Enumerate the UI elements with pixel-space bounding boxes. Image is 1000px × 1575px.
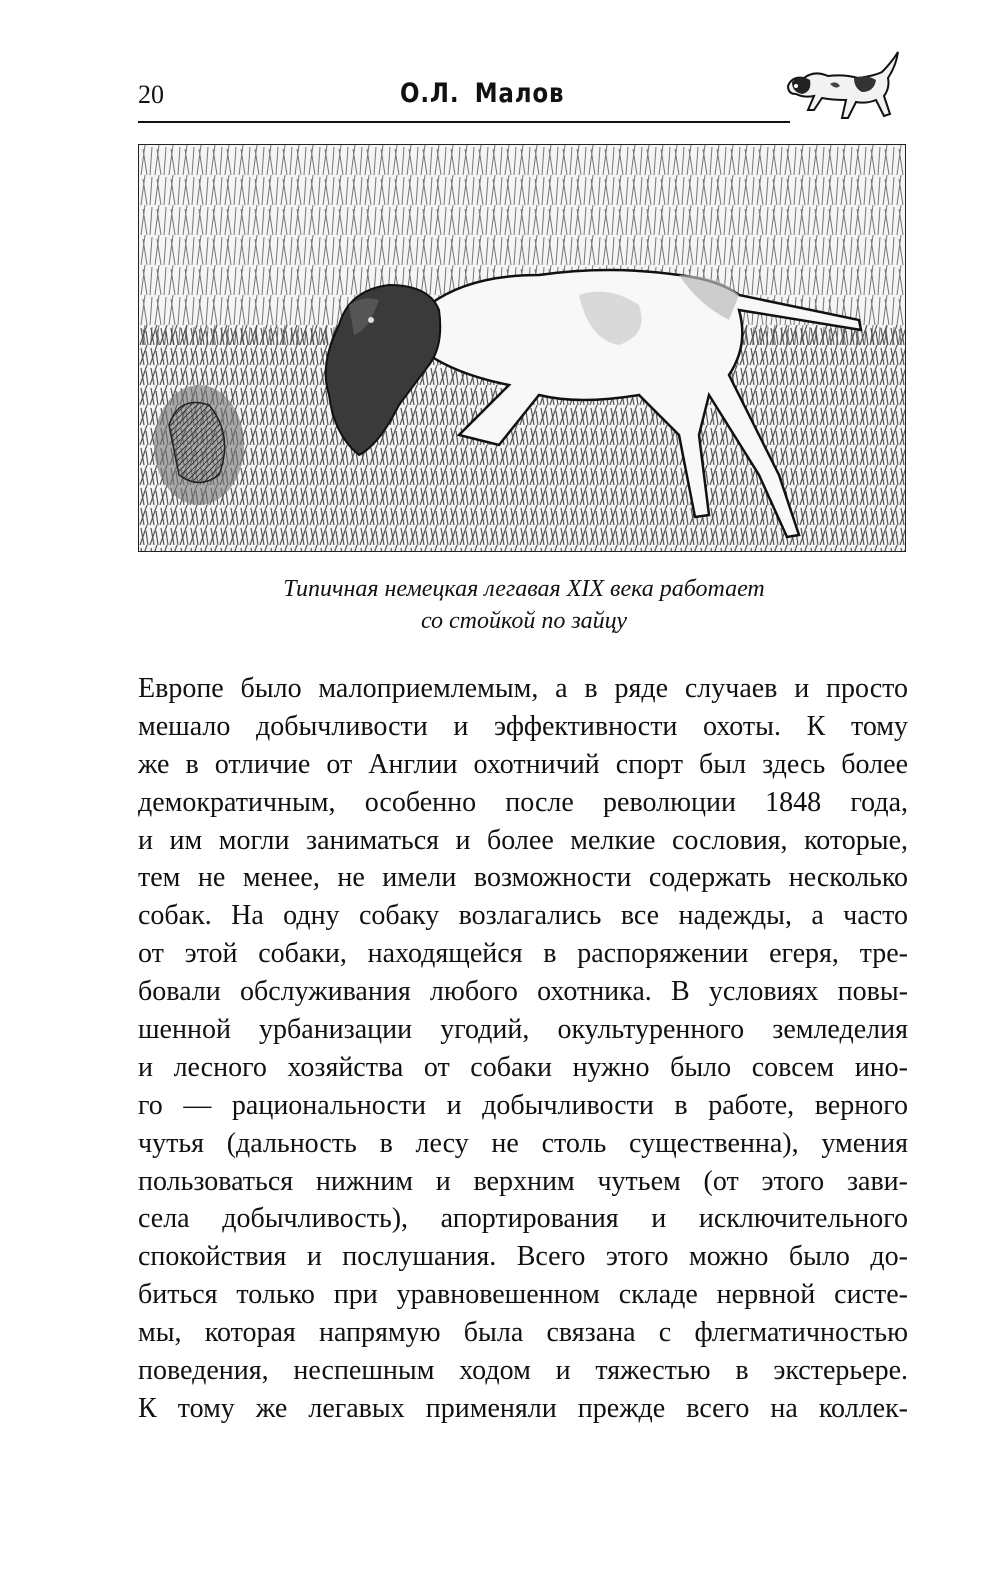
body-line: демократичным, особенно после революции 1848 года, [138, 786, 908, 818]
body-line: мешало добычливости и эффективности охоты. К тому [138, 710, 908, 742]
body-line: биться только при уравновешенном складе нервной систе- [138, 1279, 908, 1311]
body-line: К тому же легавых применяли прежде всего на коллек- [138, 1392, 908, 1424]
body-line: го — рациональности и добычливости в работе, верного [138, 1089, 908, 1121]
body-line: пользоваться нижним и верхним чутьем (от этого зави- [138, 1165, 908, 1197]
body-line: поведения, неспешным ходом и тяжестью в экстерьере. [138, 1355, 908, 1387]
body-line: села добычливость), апортирования и исключительного [138, 1203, 908, 1235]
body-text [138, 670, 908, 1428]
body-line: собак. На одну собаку возлагались все надежды, а часто [138, 900, 908, 932]
body-line: тем не менее, не имели возможности содержать несколько [138, 862, 908, 894]
author-initials: О.Л. [400, 78, 460, 109]
body-line: от этой собаки, находящейся в распоряжении егеря, тре- [138, 938, 908, 970]
figure-caption [140, 573, 908, 637]
body-line: же в отличие от Англии охотничий спорт был здесь более [138, 748, 908, 780]
running-head [400, 78, 621, 109]
caption-line: со стойкой по зайцу [420, 608, 628, 634]
illustration [138, 144, 906, 552]
body-line: и им могли заниматься и более мелкие сословия, которые, [138, 824, 908, 856]
caption-line: Типичная немецкая легавая XIX века работает [283, 576, 765, 602]
body-line: мы, которая напрямую была связана с флегматичностью [138, 1317, 908, 1349]
body-line: шенной урбанизации угодий, окультуренного земледелия [138, 1014, 908, 1046]
body-line: бовали обслуживания любого охотника. В условиях повы- [138, 976, 908, 1008]
body-line: спокойствия и послушания. Всего этого можно было до- [138, 1241, 908, 1273]
running-dog-vignette-icon [770, 48, 910, 128]
header-rule [138, 121, 790, 123]
body-line: и лесного хозяйства от собаки нужно было совсем ино- [138, 1051, 908, 1083]
body-line: чутья (дальность в лесу не столь существенна), умения [138, 1127, 908, 1159]
page-number: 20 [138, 80, 164, 109]
hare-figure [154, 385, 244, 505]
pointer-dog-engraving [139, 145, 905, 551]
author-surname: Малов [474, 78, 565, 109]
body-line: Европе было малоприемлемым, а в ряде случаев и просто [138, 673, 908, 704]
